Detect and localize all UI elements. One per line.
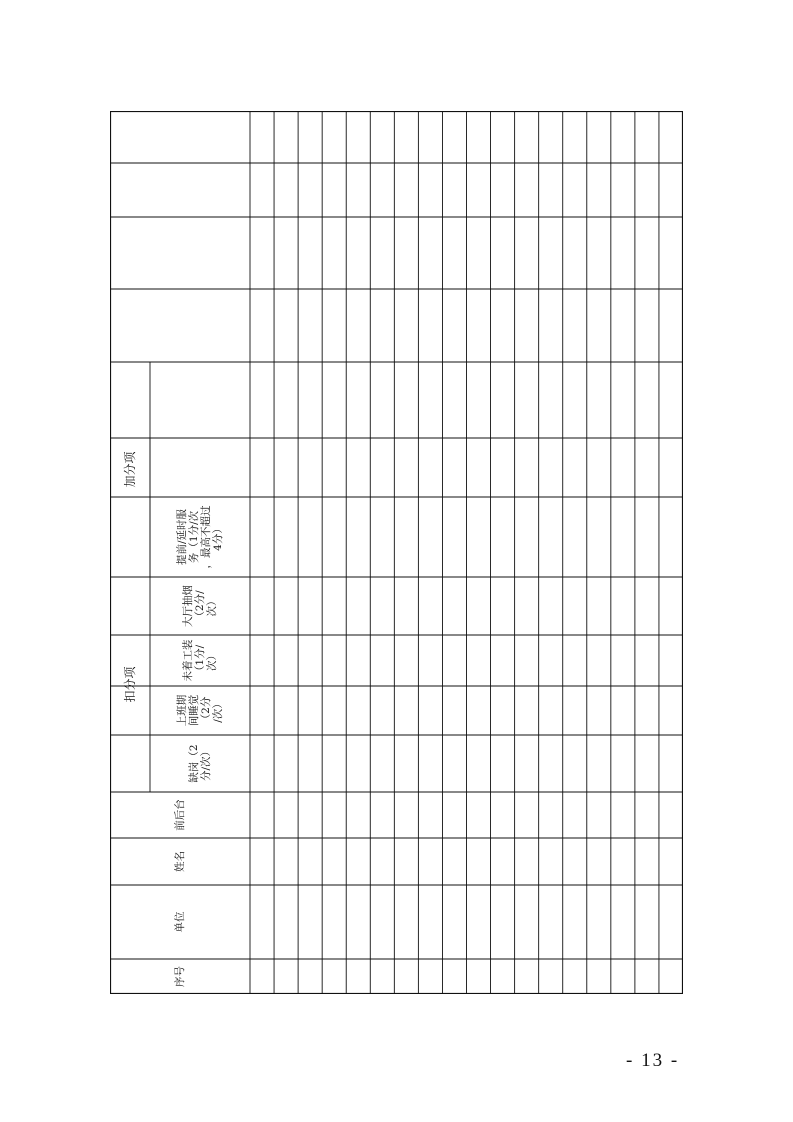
svg-text:单位: 单位 <box>174 911 186 933</box>
score-table-svg <box>110 111 683 994</box>
deduction-group-header: 扣分项 <box>123 666 137 703</box>
svg-text:（2分: （2分 <box>200 696 213 725</box>
svg-text:间睡觉: 间睡觉 <box>187 694 200 727</box>
svg-text:次）: 次） <box>206 595 219 617</box>
header-name <box>173 851 186 872</box>
header-unit <box>173 911 186 932</box>
svg-text:次）: 次） <box>206 650 219 671</box>
svg-text:前后台: 前后台 <box>174 799 186 831</box>
svg-text:缺岗（2: 缺岗（2 <box>187 744 200 783</box>
svg-text:分/次）: 分/次） <box>200 745 213 782</box>
svg-text:务（1分/次: 务（1分/次 <box>187 510 200 564</box>
svg-text:（2分/: （2分/ <box>194 590 206 622</box>
header-serial <box>173 966 186 987</box>
header-sleeping <box>175 694 224 726</box>
svg-text:序号: 序号 <box>174 966 186 987</box>
svg-text:上班期: 上班期 <box>175 694 188 727</box>
score-table <box>110 111 683 994</box>
header-overtime <box>175 505 224 568</box>
svg-text:提前/延时服: 提前/延时服 <box>175 508 188 566</box>
header-desk <box>173 799 186 831</box>
svg-text:未着工装: 未着工装 <box>181 639 194 682</box>
svg-text:姓名: 姓名 <box>174 851 186 872</box>
svg-text:（1分/: （1分/ <box>194 644 206 677</box>
header-no_uniform <box>181 639 218 681</box>
page-number: - 13 - <box>626 1050 680 1071</box>
svg-text:，最高不超过: ，最高不超过 <box>200 505 213 569</box>
svg-text:/次）: /次） <box>212 698 225 723</box>
header-smoking <box>181 585 218 627</box>
header-absence <box>187 744 212 782</box>
bonus-group-header: 加分项 <box>123 451 137 488</box>
svg-text:4分）: 4分） <box>212 523 225 551</box>
svg-text:大厅抽烟: 大厅抽烟 <box>181 585 194 627</box>
